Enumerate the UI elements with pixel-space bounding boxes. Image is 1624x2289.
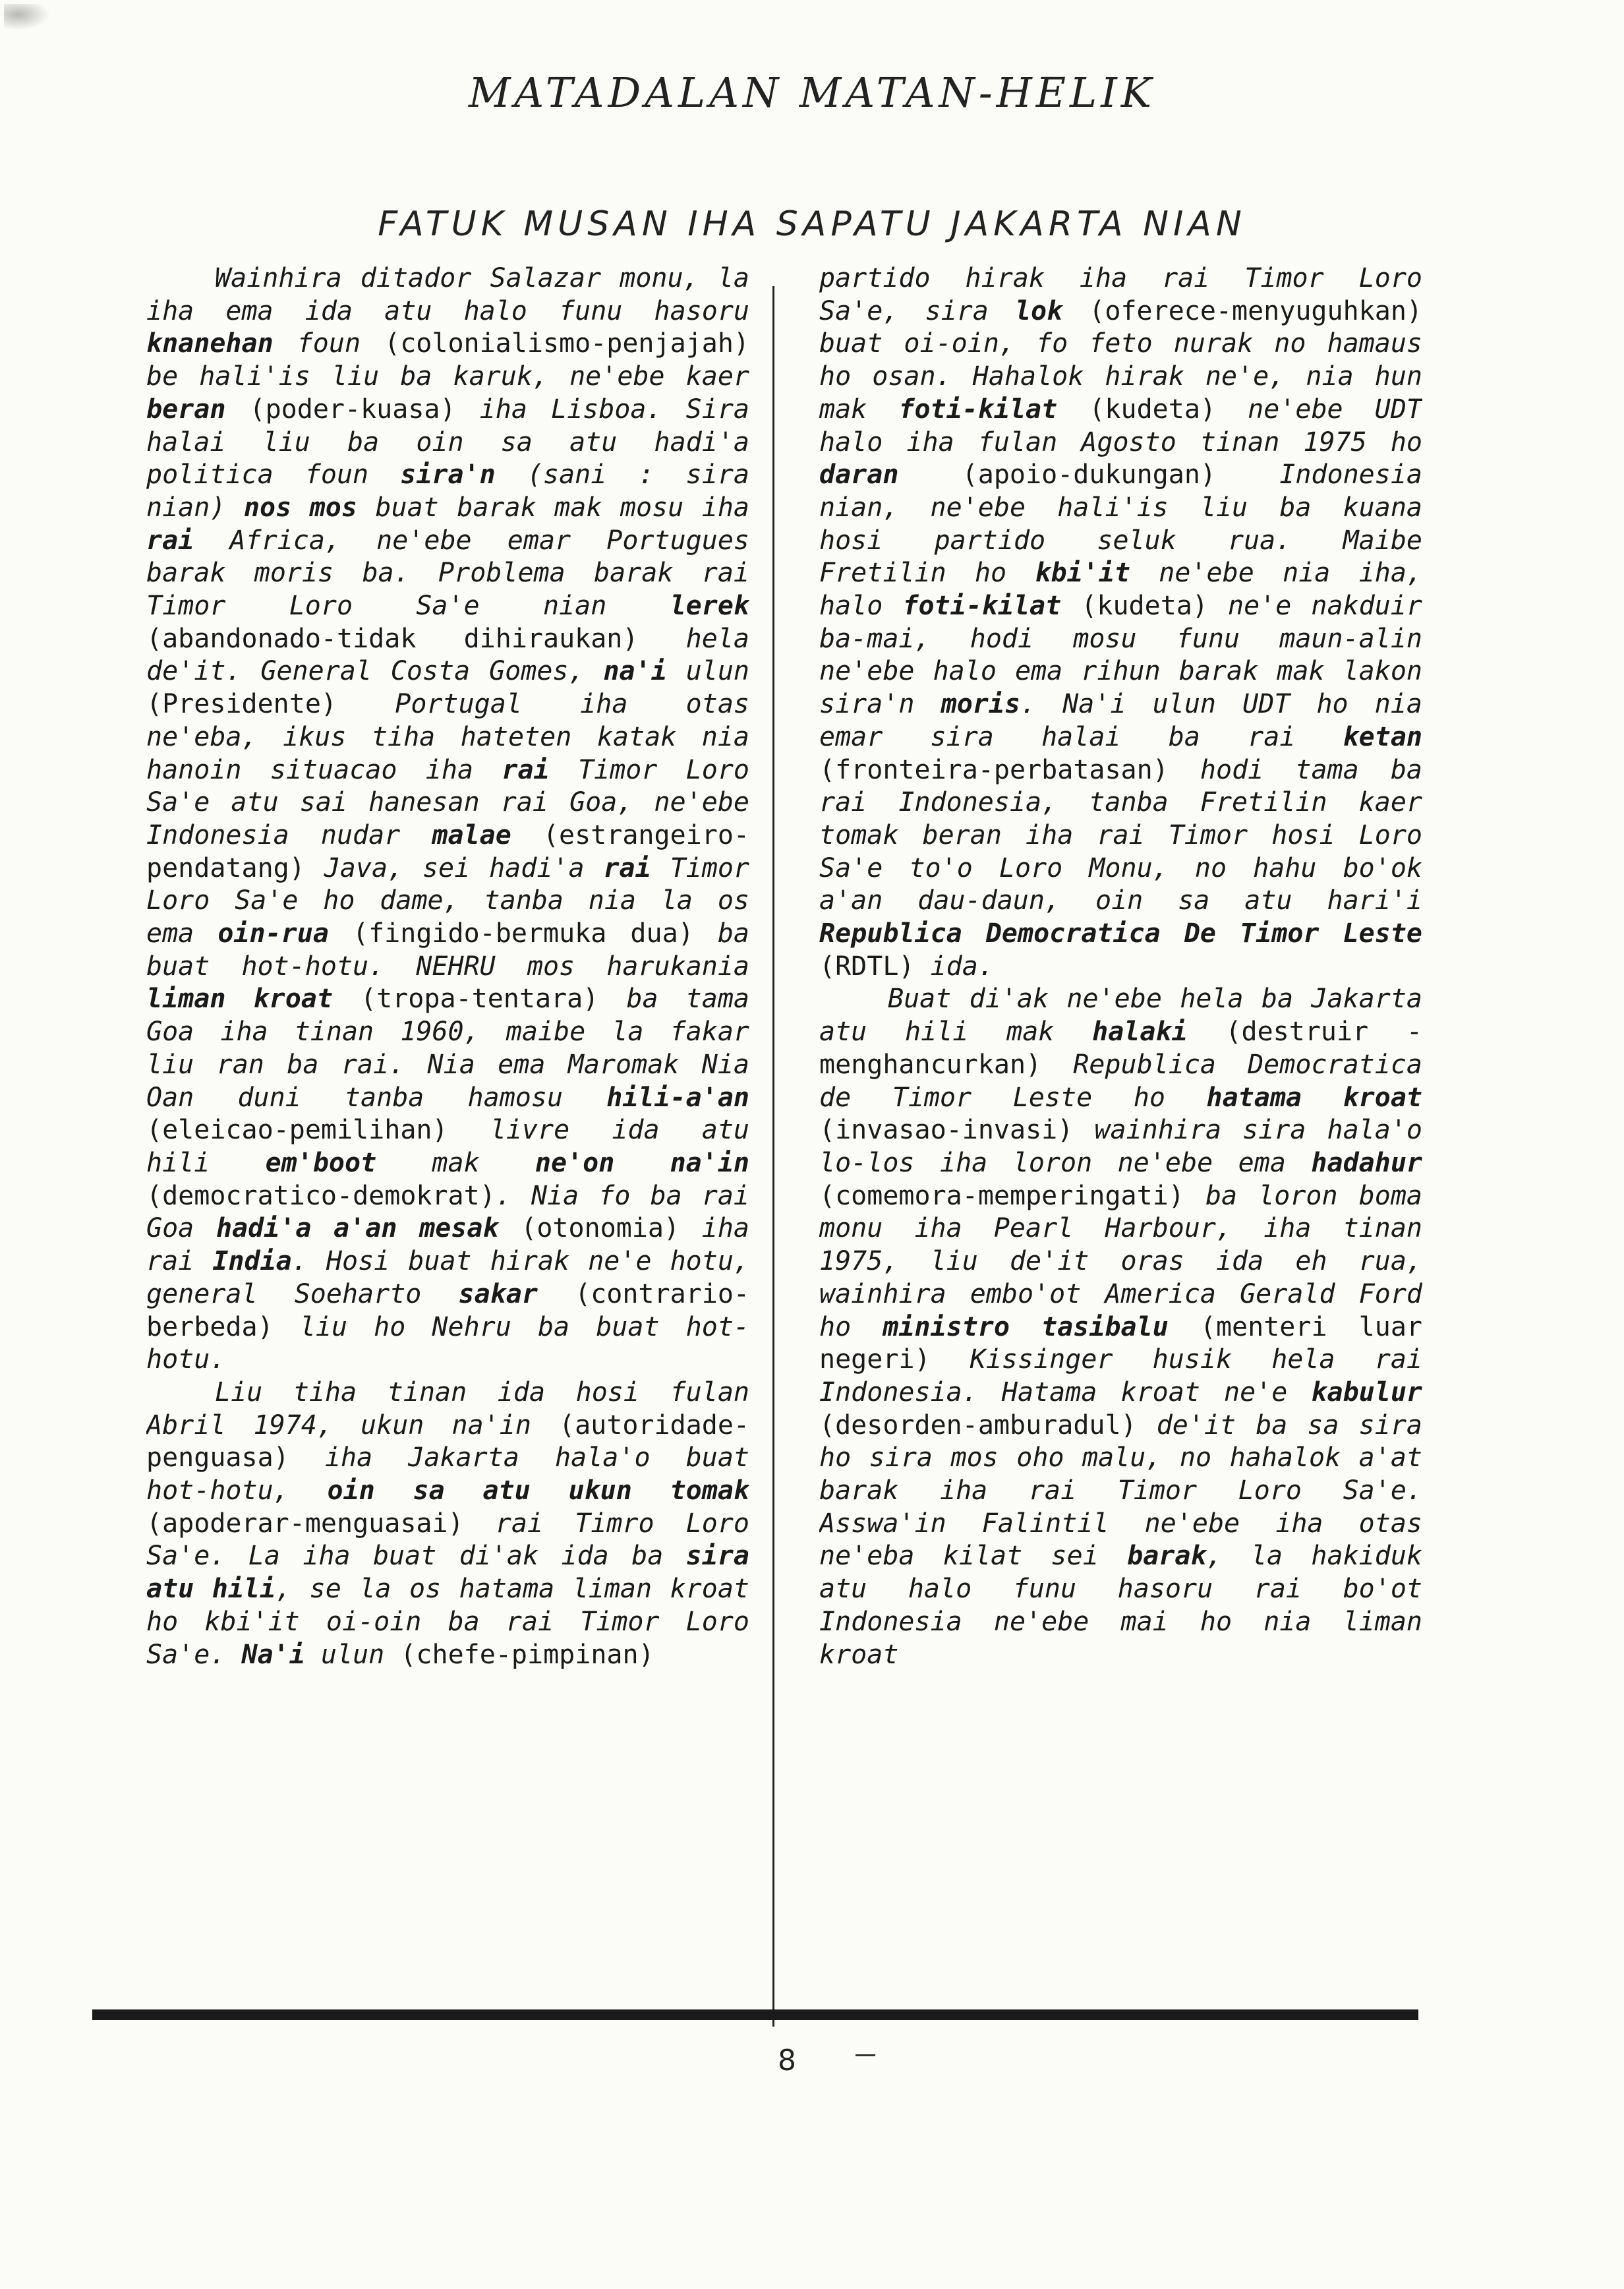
bold-term: sira'n xyxy=(400,460,496,490)
bold-term: rai xyxy=(146,525,194,556)
column-divider xyxy=(772,286,774,2027)
paragraph xyxy=(819,983,1422,1671)
gloss: (fronteira-perbatasan) xyxy=(819,754,1169,785)
bold-term: sakar xyxy=(458,1278,538,1309)
gloss: (RDTL) xyxy=(819,951,915,982)
gloss: (invasao-invasi) xyxy=(819,1115,1074,1146)
text-run: . Nia fo ba rai Goa xyxy=(146,1180,749,1244)
gloss: (abandonado-tidak dihiraukan) xyxy=(146,623,639,654)
page-number: 8 xyxy=(778,2044,796,2077)
gloss: (Presidente) xyxy=(146,689,337,720)
text-run: liu ho Nehru ba buat hot-hotu. xyxy=(146,1311,749,1375)
text-run: Portugal iha otas ne'eba, ikus tiha hateten katak nia hanoin situacao iha xyxy=(146,689,749,785)
bold-term: ministro tasibalu xyxy=(883,1311,1169,1342)
bold-term: ne'on na'in xyxy=(535,1147,749,1178)
gloss: (colonialismo-penjajah) xyxy=(384,328,749,359)
bold-term: rai xyxy=(502,754,550,785)
bold-term: hadi'a a'an mesak xyxy=(216,1213,499,1244)
gloss: (comemora-memperingati) xyxy=(819,1180,1184,1211)
gloss: (chefe-pimpinan) xyxy=(400,1639,654,1670)
text-run: ne'ebe nia iha, halo xyxy=(819,558,1422,622)
text-run: Africa, ne'ebe emar Portugues barak moris ba. Problema barak rai Timor Loro Sa'e nian xyxy=(146,525,749,622)
gloss: (fingido-bermuka dua) xyxy=(328,918,694,949)
text-run: Buat di'ak ne'ebe hela ba Jakarta atu hili mak xyxy=(819,984,1422,1048)
bold-term: daran xyxy=(819,460,899,490)
text-run: buat barak mak mosu iha xyxy=(357,492,749,523)
text-run: iha Lisboa. Sira halai liu ba oin sa atu hadi'a politica foun xyxy=(146,394,749,490)
text-run: Timor Loro Sa'e ho dame, tanba nia la os ema xyxy=(146,852,749,949)
text-run: foun xyxy=(273,328,385,359)
page-dash xyxy=(856,2054,875,2056)
text-run: livre ida atu hili xyxy=(146,1115,749,1178)
bold-term: hatama kroat xyxy=(1206,1082,1422,1113)
text-run: iha Jakarta hala'o buat hot-hotu, xyxy=(146,1442,749,1506)
text-run: , se la os hatama liman kroat ho kbi'it oi-oin ba rai Timor Loro Sa'e. xyxy=(146,1574,749,1670)
bold-term: ketan xyxy=(1343,721,1422,752)
bold-term: halaki xyxy=(1092,1017,1188,1048)
gloss: (estrangeiro-pendatang) xyxy=(146,819,749,883)
text-run: hodi tama ba rai Indonesia, tanba Fretilin kaer tomak beran iha rai Timor hosi Loro Sa'e to'o Loro Monu, no hahu bo'ok a'an dau-daun, oin sa atu hari'i xyxy=(819,754,1422,916)
bold-term: lok xyxy=(1014,295,1063,326)
text-run: ulun xyxy=(666,656,749,687)
bold-term: barak xyxy=(1127,1541,1207,1572)
left-column xyxy=(146,262,749,1977)
text-run: wainhira sira hala'o lo-los iha loron ne'ebe ema xyxy=(819,1115,1422,1178)
article-title: FATUK MUSAN IHA SAPATU JAKARTA NIAN xyxy=(378,204,1246,244)
bold-term: hadahur xyxy=(1311,1147,1422,1178)
gloss: (autoridade-penguasa) xyxy=(146,1410,749,1473)
text-run: ne'e nakduir ba-mai, hodi mosu funu maun-alin ne'ebe halo ema rihun barak mak lakon sira'n xyxy=(819,591,1422,720)
bold-term: kbi'it xyxy=(1035,558,1130,589)
bold-term: foti-kilat xyxy=(898,394,1058,425)
text-run: be hali'is liu ba karuk, ne'ebe kaer xyxy=(146,361,749,392)
bold-term: Na'i xyxy=(241,1639,305,1670)
text-run: Wainhira ditador Salazar monu, la iha ema ida atu halo funu hasoru xyxy=(146,263,749,326)
text-run: buat oi-oin, fo feto nurak no hamaus ho osan. Hahalok hirak ne'e, nia hun mak xyxy=(819,328,1422,425)
text-run: ida. xyxy=(914,951,994,982)
bold-term: foti-kilat xyxy=(902,591,1062,622)
bold-term: oin-rua xyxy=(218,918,329,949)
text-run: hela de'it. General Costa Gomes, xyxy=(146,623,749,687)
bold-term: hili-a'an xyxy=(606,1082,749,1113)
text-run: ba loron boma monu iha Pearl Harbour, iha tinan 1975, liu de'it oras ida eh rua, wainhira embo'ot America Gerald Ford ho xyxy=(819,1180,1422,1342)
text-run: de'it ba sa sira ho sira mos oho malu, no hahalok a'at barak iha rai Timor Loro Sa'e. Asswa'in Falintil ne'ebe iha otas ne'eba kilat sei xyxy=(819,1410,1422,1572)
text-run: Liu tiha tinan ida hosi fulan Abril 1974, ukun na'in xyxy=(146,1377,749,1441)
text-run: partido hirak iha rai Timor Loro Sa'e, sira xyxy=(819,263,1422,326)
gloss: (desorden-amburadul) xyxy=(819,1410,1137,1441)
bottom-rule xyxy=(92,2009,1418,2020)
bold-term: moris xyxy=(941,689,1021,720)
text-run: Kissinger husik hela rai Indonesia. Hatama kroat ne'e xyxy=(819,1344,1422,1408)
gloss: (otonomia) xyxy=(498,1213,680,1244)
paragraph xyxy=(146,1377,749,1671)
bold-term: sira atu hili xyxy=(146,1541,749,1605)
gloss: (menteri luar negeri) xyxy=(819,1311,1422,1375)
gloss: (poder-kuasa) xyxy=(225,394,456,425)
gloss: (contrario-berbeda) xyxy=(146,1278,749,1342)
right-column xyxy=(819,262,1422,1977)
bold-term: India xyxy=(212,1246,292,1277)
text-run: . Na'i ulun UDT ho nia emar sira halai ba rai xyxy=(819,689,1422,752)
text-run: . Hosi buat hirak ne'e hotu, general Soeharto xyxy=(146,1246,749,1309)
text-run: , la hakiduk atu halo funu hasoru rai bo'ot Indonesia ne'ebe mai ho nia liman kroat xyxy=(819,1541,1422,1670)
text-run: Java, sei hadi'a xyxy=(304,852,604,883)
text-run: rai Timro Loro Sa'e. La iha buat di'ak ida ba xyxy=(146,1508,749,1572)
paragraph xyxy=(819,262,1422,983)
bold-term: kabulur xyxy=(1311,1377,1422,1408)
text-run: (sani : sira nian) xyxy=(146,460,749,523)
text-run: Indonesia nian, ne'ebe hali'is liu ba kuana hosi partido seluk rua. Maibe Fretilin ho xyxy=(819,460,1422,589)
text-run: ne'ebe UDT halo iha fulan Agosto tinan 1975 ho xyxy=(819,394,1422,458)
bold-term: oin sa atu ukun tomak xyxy=(327,1475,749,1506)
bold-term: beran xyxy=(146,394,226,425)
bold-term: nos mos xyxy=(243,492,357,523)
text-run: ba buat hot-hotu. NEHRU mos harukania xyxy=(146,918,749,982)
text-run: ulun xyxy=(304,1639,401,1670)
masthead: MATADALAN MATAN-HELIK xyxy=(468,69,1156,117)
gloss: (apoio-dukungan) xyxy=(898,460,1216,490)
bold-term: liman kroat xyxy=(146,984,333,1015)
gloss: (destruir - menghancurkan) xyxy=(819,1017,1422,1080)
gloss: (tropa-tentara) xyxy=(332,984,599,1015)
bold-term: knanehan xyxy=(146,328,274,359)
text-run: ba tama Goa iha tinan 1960, maibe la fakar liu ran ba rai. Nia ema Maromak Nia Oan duni tanba hamosu xyxy=(146,984,749,1113)
paragraph xyxy=(146,262,749,1377)
gloss: (kudeta) xyxy=(1061,591,1208,622)
bold-term: Republica Democratica De Timor Leste xyxy=(819,918,1422,949)
bold-term: lerek xyxy=(670,591,749,622)
gloss: (apoderar-menguasai) xyxy=(146,1508,464,1539)
bold-term: em'boot xyxy=(265,1147,377,1178)
bold-term: rai xyxy=(603,852,651,883)
text-run: Timor Loro Sa'e atu sai hanesan rai Goa, ne'ebe Indonesia nudar xyxy=(146,754,749,850)
corner-smudge xyxy=(4,4,50,30)
gloss: (democratico-demokrat) xyxy=(146,1180,496,1211)
gloss: (eleicao-pemilihan) xyxy=(146,1115,448,1146)
bold-term: malae xyxy=(432,819,511,850)
gloss: (oferece-menyuguhkan) xyxy=(1062,295,1422,326)
text-run: mak xyxy=(376,1147,535,1178)
text-run: Republica Democratica de Timor Leste ho xyxy=(819,1049,1422,1113)
bold-term: na'i xyxy=(603,656,667,687)
text-run: iha rai xyxy=(146,1213,749,1277)
gloss: (kudeta) xyxy=(1057,394,1216,425)
